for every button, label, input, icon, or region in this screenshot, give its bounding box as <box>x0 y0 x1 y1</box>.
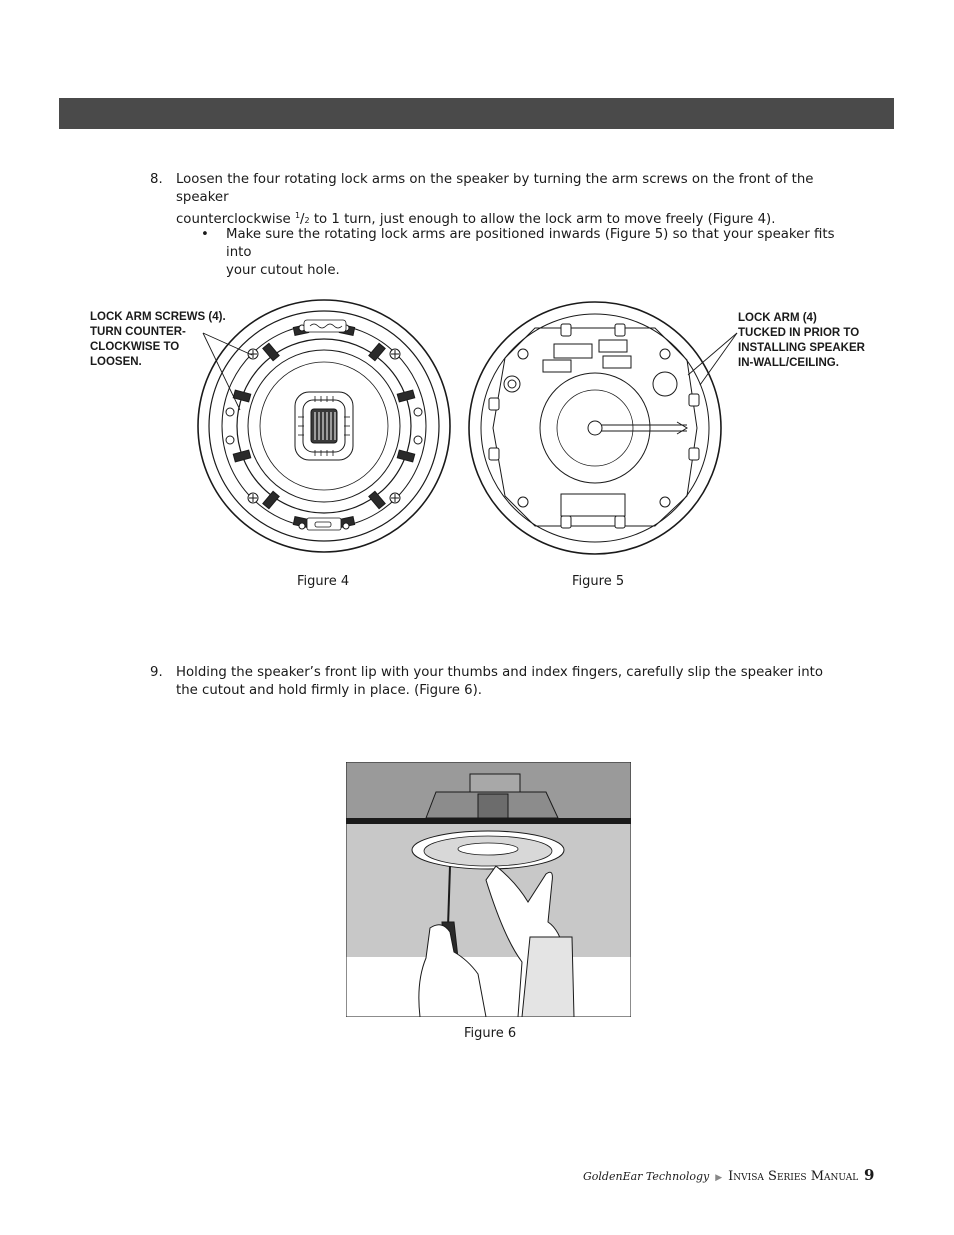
footer <box>583 1169 858 1184</box>
figure-6-installation-illustration <box>346 762 631 1017</box>
figure-5-caption: Figure 5 <box>572 574 625 589</box>
callout-right-leader-lines <box>680 330 740 390</box>
step-9-line2: the cutout and hold firmly in place. (Figure 6). <box>176 683 482 698</box>
figure-4-caption: Figure 4 <box>297 574 350 589</box>
callout-left-leader-lines <box>200 330 260 420</box>
step-8-line1: Loosen the four rotating lock arms on the speaker by turning the arm screws on the front of the speaker <box>176 172 814 205</box>
bullet-symbol: • <box>201 227 209 242</box>
figure-6-caption: Figure 6 <box>464 1026 517 1041</box>
footer-manual-title: Invisa Series Manual <box>728 1169 859 1184</box>
callout-lock-arm-screws: LOCK ARM SCREWS (4). TURN COUNTER- CLOCKWISE TO LOOSEN. <box>90 311 226 368</box>
bullet-line1: Make sure the rotating lock arms are positioned inwards (Figure 5) so that your speaker fits into <box>226 227 835 260</box>
step-9-line1: Holding the speaker’s front lip with your thumbs and index fingers, carefully slip the speaker into <box>176 665 823 680</box>
step-9 <box>150 664 870 704</box>
header-bar <box>59 98 894 129</box>
footer-brand: GoldenEar Technology <box>583 1170 710 1183</box>
bullet-line2: your cutout hole. <box>226 263 340 278</box>
footer-arrow-icon: ▶ <box>715 1173 723 1183</box>
step-number: 8. <box>150 172 163 187</box>
step-8-line2: counterclockwise $^1$/2 to 1 turn, just enough to allow the lock arm to move freely (Figure 4). <box>176 211 776 227</box>
callout-lock-arm: LOCK ARM (4) TUCKED IN PRIOR TO INSTALLING SPEAKER IN-WALL/CEILING. <box>738 312 865 369</box>
step-8 <box>150 171 870 227</box>
page-number: 9 <box>864 1166 875 1184</box>
step-number: 9. <box>150 665 163 680</box>
